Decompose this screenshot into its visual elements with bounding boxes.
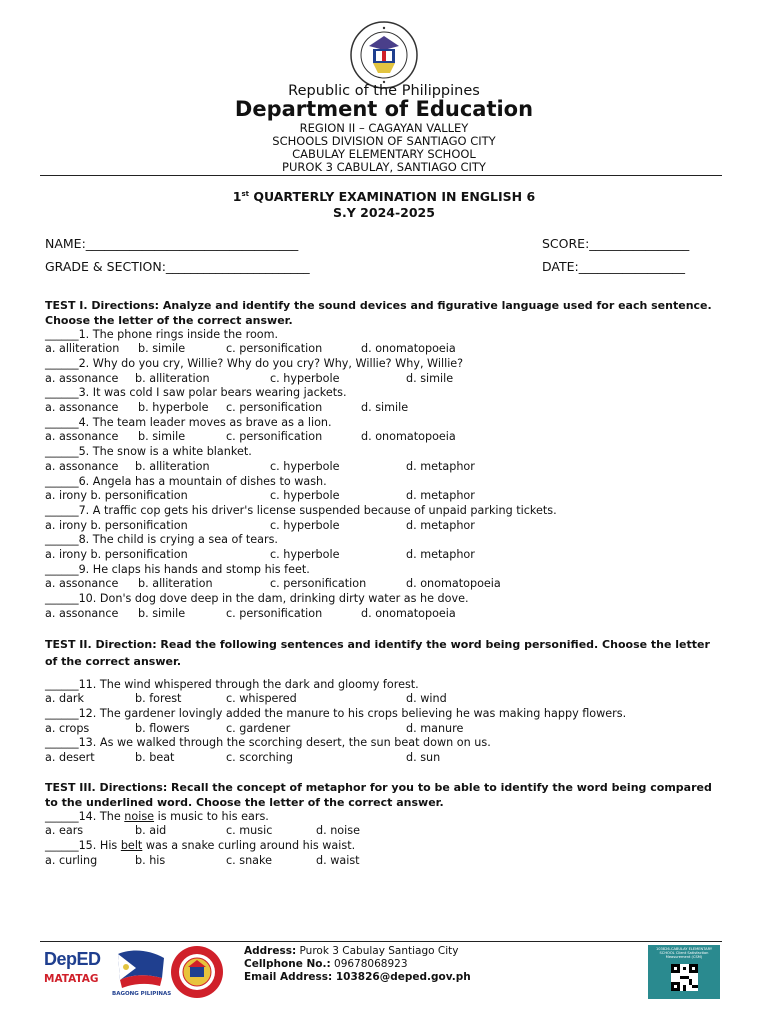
division-line: SCHOOLS DIVISION OF SANTIAGO CITY [272, 134, 496, 148]
test1-directions: TEST I. Directions: Analyze and identify the sound devices and figurative language used for each sentence. Choose the letter of the correct answer. [45, 299, 712, 327]
question-test1-8: ______8. The child is crying a sea of tears. [45, 533, 278, 547]
choice-test1-6-3[interactable]: d. metaphor [406, 489, 475, 503]
department-title: Department of Education [234, 97, 534, 121]
question-test1-10: ______10. Don's dog dove deep in the dam, drinking dirty water as he dove. [45, 592, 469, 606]
question-test1-3: ______3. It was cold I saw polar bears wearing jackets. [45, 386, 347, 400]
choice-test1-3-0[interactable]: a. assonance [45, 401, 119, 414]
school-line: CABULAY ELEMENTARY SCHOOL [292, 147, 476, 161]
choice-test2-1-2[interactable]: c. whispered [226, 692, 297, 706]
choice-test2-2-2[interactable]: c. gardener [226, 721, 291, 735]
question-test2-3: ______13. As we walked through the scorching desert, the sun beat down on us. [45, 736, 491, 750]
exam-title: 1st QUARTERLY EXAMINATION IN ENGLISH 6 [232, 189, 536, 204]
qr-code-icon [671, 964, 698, 991]
choice-test1-5-1[interactable]: b. alliteration [135, 459, 210, 473]
choice-test1-3-3[interactable]: d. simile [361, 401, 409, 414]
question-test1-1: ______1. The phone rings inside the room. [45, 327, 279, 341]
choice-test1-6-2[interactable]: c. hyperbole [270, 489, 340, 503]
bagong-pilipinas-text: BAGONG PILIPINAS [112, 991, 172, 997]
choice-test1-1-2[interactable]: c. personification [226, 342, 323, 356]
choice-test2-2-3[interactable]: d. manure [406, 721, 464, 735]
choice-test1-3-2[interactable]: c. personification [226, 401, 323, 414]
choice-test2-2-1[interactable]: b. flowers [135, 721, 190, 735]
choice-test2-2-0[interactable]: a. crops [45, 721, 90, 735]
choice-test1-4-2[interactable]: c. personification [226, 430, 323, 444]
choice-test1-4-0[interactable]: a. assonance [45, 430, 119, 444]
choice-test3-1-1[interactable]: b. aid [135, 824, 167, 838]
qr-panel[interactable] [648, 945, 720, 999]
choice-test1-8-0[interactable]: a. irony b. personification [45, 548, 188, 561]
header-divider [40, 175, 722, 176]
choice-test1-7-0[interactable]: a. irony b. personification [45, 518, 188, 532]
date-field[interactable]: DATE:_________________ [542, 259, 685, 274]
footer-contact: Address: Purok 3 Cabulay Santiago City Cellphone No.: 09678068923 Email Address: 103826@deped.gov.ph [244, 945, 471, 983]
choice-test1-2-2[interactable]: c. hyperbole [270, 371, 340, 385]
test2-directions: TEST II. Direction: Read the following sentences and identify the word being personified. Choose the letter of the correct answer. [45, 638, 710, 668]
choice-test1-7-3[interactable]: d. metaphor [406, 518, 475, 532]
choice-test2-3-1[interactable]: b. beat [135, 751, 175, 764]
school-year: S.Y 2024-2025 [333, 205, 435, 220]
question-test1-4: ______4. The team leader moves as brave as a lion. [45, 415, 332, 429]
choice-test1-5-0[interactable]: a. assonance [45, 459, 119, 473]
school-seal [170, 945, 224, 999]
score-field[interactable]: SCORE:________________ [542, 236, 690, 251]
republic-line: Republic of the Philippines [288, 83, 480, 99]
choice-test1-1-3[interactable]: d. onomatopoeia [361, 342, 456, 356]
footer-cellphone: 09678068923 [334, 958, 408, 970]
footer-email: 103826@deped.gov.ph [335, 971, 471, 983]
test3-directions: TEST III. Directions: Recall the concept of metaphor for you to be able to identify the word being compared to the underlined word. Choose the letter of the correct answer. [45, 781, 712, 809]
choice-test1-10-0[interactable]: a. assonance [45, 606, 119, 620]
choice-test1-10-1[interactable]: b. simile [138, 606, 186, 620]
choice-test1-8-2[interactable]: c. hyperbole [270, 548, 340, 561]
choice-test1-9-2[interactable]: c. personification [270, 577, 367, 591]
deped-seal [349, 20, 419, 90]
bagong-pilipinas-logo [114, 948, 168, 990]
question-test1-6: ______6. Angela has a mountain of dishes to wash. [45, 474, 327, 488]
choice-test3-1-2[interactable]: c. music [226, 824, 273, 838]
choice-test1-2-1[interactable]: b. alliteration [135, 371, 210, 385]
choice-test3-2-3[interactable]: d. waist [316, 853, 360, 867]
choice-test2-3-2[interactable]: c. scorching [226, 751, 293, 764]
question-test1-7: ______7. A traffic cop gets his driver's license suspended because of unpaid parking tickets. [45, 503, 557, 517]
choice-test2-1-3[interactable]: d. wind [406, 692, 447, 706]
choice-test1-3-1[interactable]: b. hyperbole [138, 401, 209, 414]
underlined-word: belt [120, 838, 143, 852]
choice-test2-3-0[interactable]: a. desert [45, 751, 95, 764]
choice-test1-7-2[interactable]: c. hyperbole [270, 518, 340, 532]
choice-test1-10-3[interactable]: d. onomatopoeia [361, 606, 456, 620]
choice-test3-1-0[interactable]: a. ears [45, 824, 84, 838]
choice-test3-1-3[interactable]: d. noise [316, 824, 360, 838]
choice-test1-6-0[interactable]: a. irony b. personification [45, 489, 188, 503]
region-line: REGION II – CAGAYAN VALLEY [299, 121, 469, 135]
name-field[interactable]: NAME:__________________________________ [45, 236, 299, 251]
choice-test2-1-1[interactable]: b. forest [135, 692, 182, 706]
choice-test1-1-0[interactable]: a. alliteration [45, 342, 120, 356]
grade-section-field[interactable]: GRADE & SECTION:_______________________ [45, 259, 310, 274]
deped-logo: DepED MATATAG [44, 949, 101, 985]
question-test1-9: ______9. He claps his hands and stomp his feet. [45, 562, 310, 576]
choice-test1-5-3[interactable]: d. metaphor [406, 459, 475, 473]
choice-test3-2-1[interactable]: b. his [135, 853, 166, 867]
address-line: PUROK 3 CABULAY, SANTIAGO CITY [282, 160, 486, 174]
footer-address: Purok 3 Cabulay Santiago City [299, 945, 459, 957]
choice-test3-2-2[interactable]: c. snake [226, 853, 273, 867]
underlined-word: noise [124, 809, 155, 823]
choice-test1-4-1[interactable]: b. simile [138, 430, 186, 444]
choice-test1-9-1[interactable]: b. alliteration [138, 577, 213, 591]
choice-test1-8-3[interactable]: d. metaphor [406, 548, 475, 561]
question-test1-5: ______5. The snow is a white blanket. [45, 445, 252, 459]
question-test3-2: ______15. His belt was a snake curling around his waist. [45, 838, 356, 852]
choice-test1-2-3[interactable]: d. simile [406, 371, 454, 385]
choice-test3-2-0[interactable]: a. curling [45, 853, 98, 867]
choice-test2-1-0[interactable]: a. dark [45, 692, 85, 706]
choice-test1-2-0[interactable]: a. assonance [45, 371, 119, 385]
question-test3-1: ______14. The noise is music to his ears. [45, 809, 269, 823]
choice-test1-9-0[interactable]: a. assonance [45, 577, 119, 591]
footer-divider [40, 941, 722, 942]
question-test2-1: ______11. The wind whispered through the dark and gloomy forest. [45, 677, 419, 691]
choice-test1-4-3[interactable]: d. onomatopoeia [361, 430, 456, 444]
question-test2-2: ______12. The gardener lovingly added the manure to his crops believing he was making happy flowers. [45, 706, 627, 720]
choice-test1-9-3[interactable]: d. onomatopoeia [406, 577, 501, 591]
choice-test1-10-2[interactable]: c. personification [226, 606, 323, 620]
choice-test2-3-3[interactable]: d. sun [406, 751, 441, 764]
choice-test1-1-1[interactable]: b. simile [138, 342, 186, 356]
question-test1-2: ______2. Why do you cry, Willie? Why do you cry? Why, Willie? Why, Willie? [45, 356, 464, 370]
qr-caption: 103826-CABULAY ELEMENTARY SCHOOL Client Satisfaction Measurement (CSM) [655, 947, 713, 960]
choice-test1-5-2[interactable]: c. hyperbole [270, 459, 340, 473]
